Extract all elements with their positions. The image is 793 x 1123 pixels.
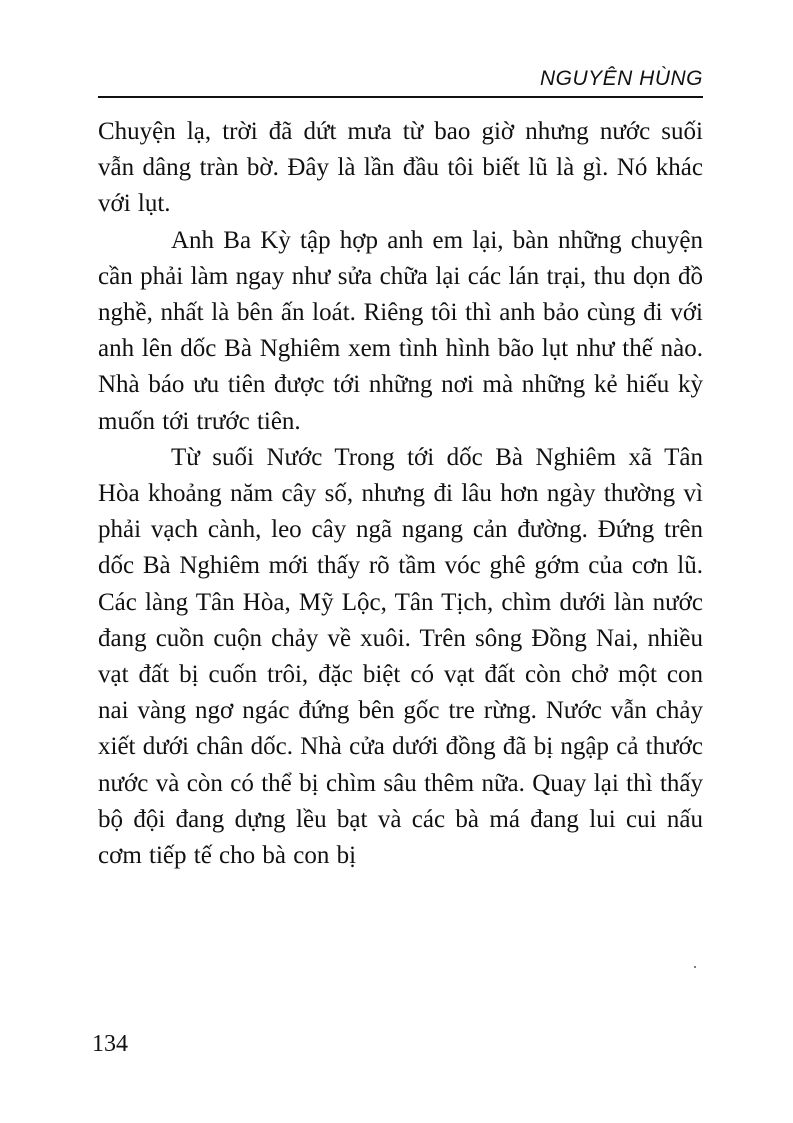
- page-number: 134: [92, 1031, 128, 1057]
- running-header: [98, 66, 703, 98]
- author-name: NGUYÊN HÙNG: [539, 67, 703, 90]
- paragraph-3: Từ suối Nước Trong tới dốc Bà Nghiêm xã Tân Hòa khoảng năm cây số, nhưng đi lâu hơn ngày thường vì phải vạch cành, leo cây ngã ngang cản đường. Đứng trên dốc Bà Nghiêm mới thấy rõ tầm vóc ghê gớm của cơn lũ. Các làng Tân Hòa, Mỹ Lộc, Tân Tịch, chìm dưới làn nước đang cuồn cuộn chảy về xuôi. Trên sông Đồng Nai, nhiều vạt đất bị cuốn trôi, đặc biệt có vạt đất còn chở một con nai vàng ngơ ngác đứng bên gốc tre rừng. Nước vẫn chảy xiết dưới chân dốc. Nhà cửa dưới đồng đã bị ngập cả thước nước và còn có thể bị chìm sâu thêm nữa. Quay lại thì thấy bộ đội đang dựng lều bạt và các bà má đang lui cui nấu cơm tiếp tế cho bà con bị: [98, 443, 703, 870]
- paragraph-2: Anh Ba Kỳ tập hợp anh em lại, bàn những chuyện cần phải làm ngay như sửa chữa lại các lán trại, thu dọn đồ nghề, nhất là bên ấn loát. Riêng tôi thì anh bảo cùng đi với anh lên dốc Bà Nghiêm xem tình hình bão lụt như thế nào. Nhà báo ưu tiên được tới những nơi mà những kẻ hiếu kỳ muốn tới trước tiên.: [98, 226, 703, 435]
- scan-speck: [694, 966, 696, 968]
- body-text: [98, 114, 703, 874]
- paragraph-1: Chuyện lạ, trời đã dứt mưa từ bao giờ nhưng nước suối vẫn dâng tràn bờ. Đây là lần đầu tôi biết lũ là gì. Nó khác với lụt.: [98, 118, 703, 218]
